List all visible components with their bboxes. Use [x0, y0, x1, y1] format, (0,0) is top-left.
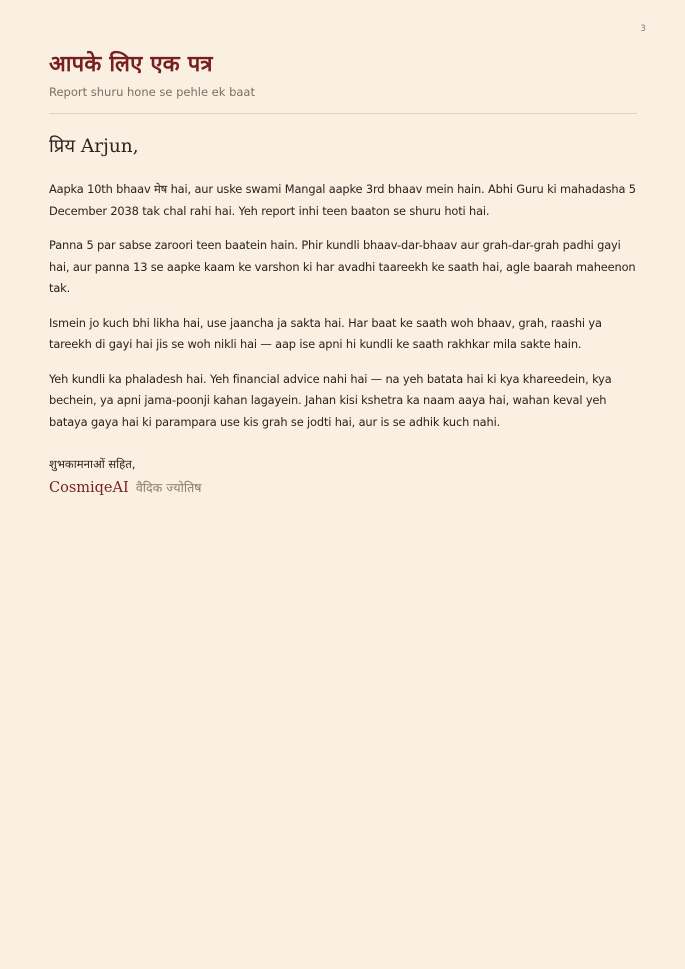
letter-paragraph-2: Panna 5 par sabse zaroori teen baatein hain. Phir kundli bhaav-dar-bhaav aur grah-dar-grah padhi gayi hai, aur panna 13 se aapke kaam ke varshon ki har avadhi taareekh ke saath hai, agle baarah maheenon tak.: [49, 238, 636, 295]
page-number: 3: [640, 24, 646, 34]
letter-paragraph-3: Ismein jo kuch bhi likha hai, use jaancha ja sakta hai. Har baat ke saath woh bhaav, grah, raashi ya tareekh di gayi hai jis se woh nikli hai — aap ise apni hi kundli ke saath rakhkar mila sakte hain.: [49, 315, 602, 351]
signature-tagline: वैदिक ज्योतिष: [135, 480, 202, 495]
letter-paragraph-1: Aapka 10th bhaav मेष hai, aur uske swami Mangal aapke 3rd bhaav mein hain. Abhi Guru ki mahadasha 5 December 2038 tak chal rahi hai. Yeh report inhi teen baaton se shuru hoti hai.: [49, 182, 636, 218]
signature-brand: CosmiqeAI: [49, 480, 129, 496]
letter-signature: [49, 476, 639, 499]
header-divider: [49, 113, 637, 114]
letter-body: [49, 133, 639, 499]
letter-header: [49, 48, 637, 100]
page-subtitle: Report shuru hone se pehle ek baat: [49, 85, 255, 99]
letter-paragraph-4: Yeh kundli ka phaladesh hai. Yeh financial advice nahi hai — na yeh batata hai ki kya khareedein, kya bechein, ya apni jama-poonji kahan lagayein. Jahan kisi kshetra ka naam aaya hai, wahan keval yeh bataya gaya hai ki parampara use kis grah se jodti hai, aur is se adhik kuch nahi.: [49, 371, 612, 429]
page-title: आपके लिए एक पत्र: [49, 51, 213, 77]
letter-salutation: प्रिय Arjun,: [49, 136, 139, 157]
letter-closing: शुभकामनाओं सहित,: [49, 457, 136, 471]
